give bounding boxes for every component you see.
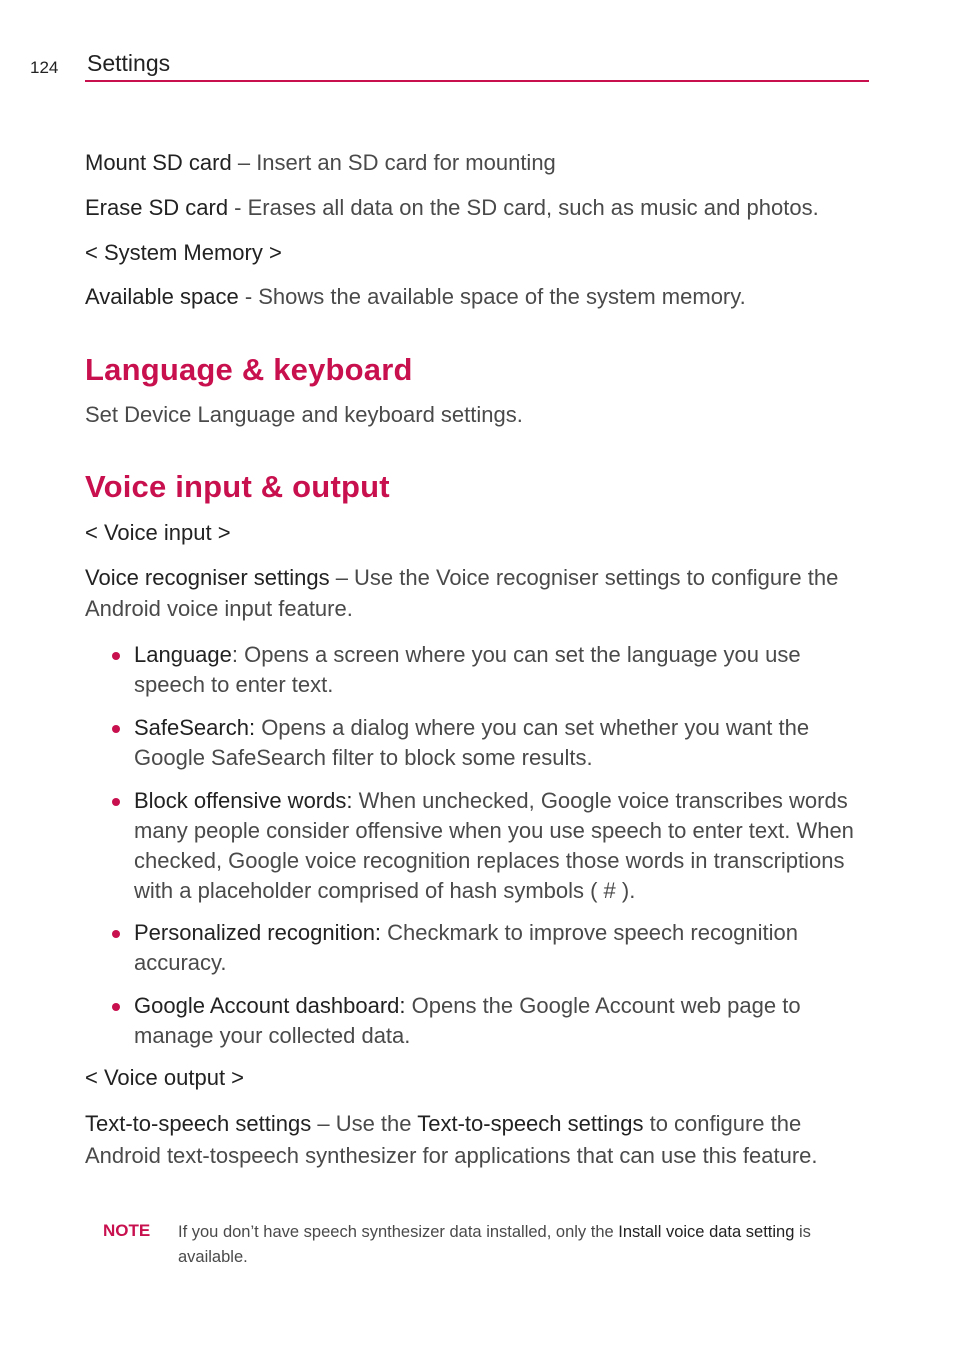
- tts-settings-term-inline: Text-to-speech settings: [417, 1111, 644, 1136]
- bullet-term: Google Account dashboard:: [134, 993, 406, 1018]
- tts-settings-desc: to configure the Android text-tospeech synthesizer for applications that can use this feature.: [85, 1111, 818, 1168]
- available-space-term: Available space: [85, 284, 239, 309]
- list-item-google-account-dashboard: [112, 991, 872, 1051]
- voice-recogniser-desc: – Use the Voice recogniser settings to configure the Android voice input feature.: [85, 565, 839, 621]
- tts-settings-item: [85, 1108, 875, 1171]
- available-space-item: [85, 282, 875, 313]
- language-keyboard-desc: Set Device Language and keyboard settings.: [85, 402, 523, 427]
- bullet-dot: [112, 1003, 120, 1011]
- list-item-safesearch: [112, 713, 872, 773]
- bullet-desc: Checkmark to improve speech recognition accuracy.: [134, 920, 799, 975]
- list-item-personalized-recognition: [112, 918, 872, 978]
- note-label: NOTE: [103, 1221, 151, 1240]
- voice-recogniser-item: [85, 563, 875, 624]
- mount-sd-card-desc: – Insert an SD card for mounting: [231, 150, 556, 175]
- erase-sd-card-item: [85, 193, 875, 224]
- note-text: [178, 1220, 878, 1269]
- bullet-dot: [112, 652, 120, 660]
- tts-settings-term: Text-to-speech settings: [85, 1111, 312, 1136]
- note-term: Install voice data setting: [618, 1223, 795, 1241]
- available-space-desc: - Shows the available space of the system memory.: [238, 284, 746, 309]
- bullet-dot: [112, 798, 120, 806]
- list-item-block-offensive-words: [112, 786, 872, 906]
- erase-sd-card-desc: - Erases all data on the SD card, such as music and photos.: [228, 195, 819, 220]
- system-memory-label: < System Memory >: [85, 240, 282, 265]
- bullet-desc: : Opens a screen where you can set the language you use speech to enter text.: [134, 642, 801, 697]
- bullet-desc: Opens the Google Account web page to manage your collected data.: [134, 993, 801, 1048]
- bullet-term: SafeSearch:: [134, 715, 256, 740]
- tts-settings-mid: – Use the: [311, 1111, 418, 1136]
- bullet-term: Block offensive words:: [134, 788, 353, 813]
- voice-input-label: < Voice input >: [85, 520, 231, 545]
- bullet-dot: [112, 930, 120, 938]
- bullet-term: Language: [134, 642, 232, 667]
- list-item-language: [112, 640, 872, 700]
- language-keyboard-heading: Language & keyboard: [85, 352, 413, 387]
- mount-sd-card-term: Mount SD card: [85, 150, 232, 175]
- mount-sd-card-item: [85, 148, 875, 179]
- note-text-before: If you don’t have speech synthesizer data installed, only the: [178, 1223, 619, 1241]
- bullet-dot: [112, 725, 120, 733]
- bullet-term: Personalized recognition:: [134, 920, 382, 945]
- bullet-desc: When unchecked, Google voice transcribes words many people consider offensive when you use speech to enter text. When checked, Google voice recognition replaces those words in transcriptions with a placeholder comprised of hash symbols ( # ).: [134, 788, 854, 903]
- note-text-after: is available.: [178, 1223, 811, 1266]
- erase-sd-card-term: Erase SD card: [85, 195, 229, 220]
- voice-output-label: < Voice output >: [85, 1065, 245, 1090]
- header-rule: [85, 80, 869, 82]
- voice-recogniser-term: Voice recogniser settings: [85, 565, 330, 590]
- voice-input-output-heading: Voice input & output: [85, 469, 390, 504]
- section-title: Settings: [87, 50, 171, 76]
- bullet-desc: Opens a dialog where you can set whether you want the Google SafeSearch filter to block some results.: [134, 715, 810, 770]
- page-number: 124: [30, 58, 59, 77]
